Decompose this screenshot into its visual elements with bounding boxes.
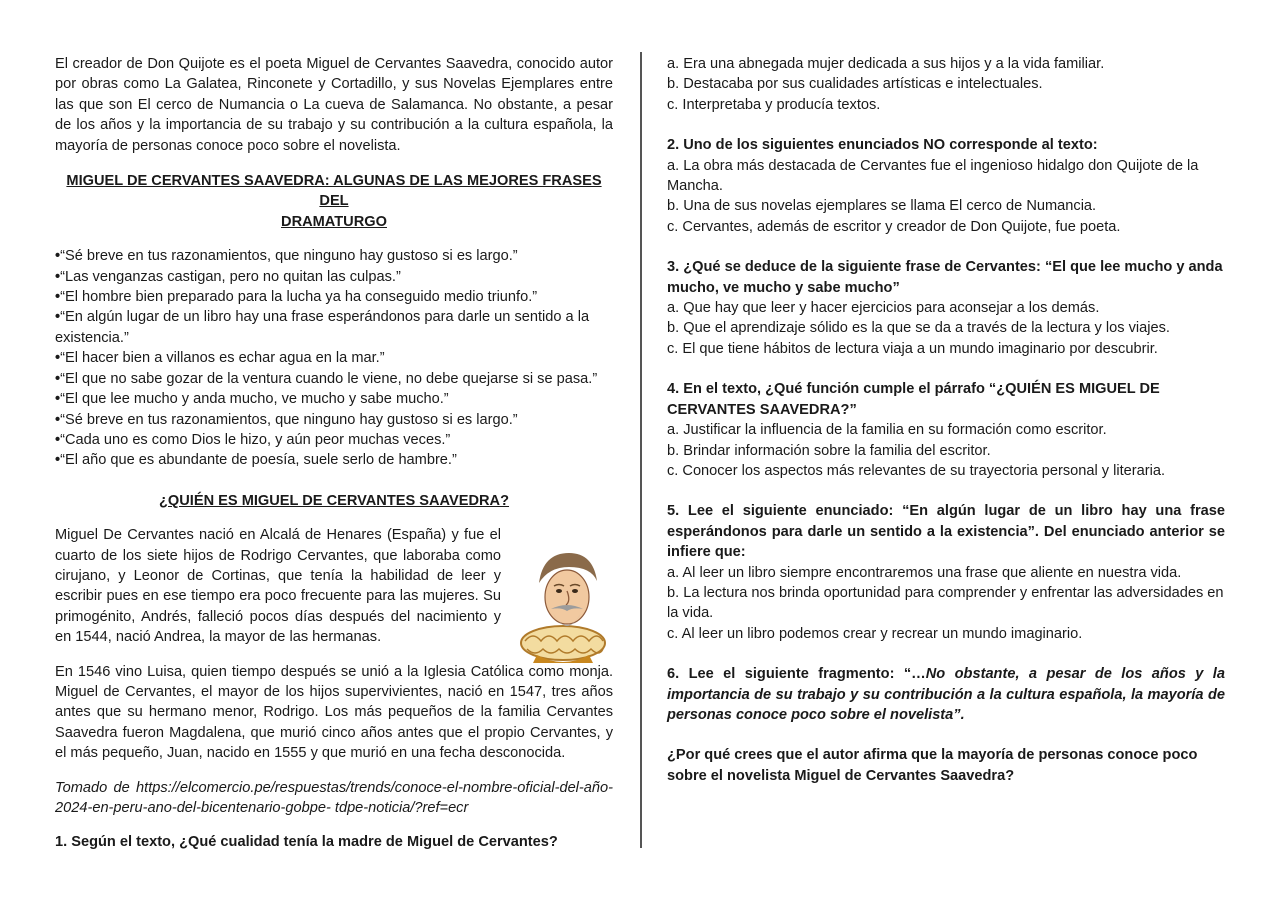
column-divider [640, 52, 642, 848]
option-3a: a. Que hay que leer y hacer ejercicios para aconsejar a los demás. [667, 300, 1100, 317]
option-1a: a. Era una abnegada mujer dedicada a sus hijos y a la vida familiar. [667, 56, 1105, 72]
bullet-icon: • [55, 391, 61, 408]
source-citation: Tomado de https://elcomercio.pe/respuestas/trends/conoce-el-nombre-oficial-del-año-2024-en-peru-ano-del-bicentenario-gobpe- tdpe-noticia/?ref=ecr [55, 779, 613, 816]
bio-paragraph-2: En 1546 vino Luisa, quien tiempo después se unió a la Iglesia Católica como monja. Miguel de Cervantes, el mayor de los hijos supervivientes, nació en 1547, tres años antes que su hermano menor, Rodrigo. Los más pequeños de la familia Cervantes Saavedra fueron Magdalena, que murió cinco años antes que el propio Cervantes, y el más pequeño, Juan, nacido en 1555 y que murió en una fecha desconocida. [55, 663, 613, 762]
question-2: 2. Uno de los siguientes enunciados NO corresponde al texto: [667, 137, 1098, 154]
question-3: 3. ¿Qué se deduce de la siguiente frase de Cervantes: “El que lee mucho y anda mucho, ve mucho y sabe mucho” [667, 259, 1223, 296]
bullet-icon: • [55, 289, 61, 306]
list-item: •“El hombre bien preparado para la lucha ya ha conseguido medio triunfo.” [55, 289, 538, 306]
question-5: 5. Lee el siguiente enunciado: “En algún lugar de un libro hay una frase esperándonos para darle un sentido a la existencia”. Del enunciado anterior se infiere que: [667, 503, 1225, 561]
option-2b: b. Una de sus novelas ejemplares se llama El cerco de Numancia. [667, 198, 1097, 215]
question-1: 1. Según el texto, ¿Qué cualidad tenía la madre de Miguel de Cervantes? [55, 834, 558, 851]
list-item: •“El que no sabe gozar de la ventura cuando le viene, no debe quejarse si se pasa.” [55, 370, 598, 387]
bullet-icon: • [55, 309, 61, 326]
cervantes-portrait-icon [517, 545, 613, 663]
quotes-heading-line2: DRAMATURGO [281, 213, 387, 230]
list-item: •“Sé breve en tus razonamientos, que ninguno hay gustoso si es largo.” [55, 411, 518, 428]
option-5b: b. La lectura nos brinda oportunidad para comprender y enfrentar las adversidades en la vida. [667, 584, 1224, 622]
list-item: •“El hacer bien a villanos es echar agua en la mar.” [55, 350, 385, 367]
bio-section [55, 525, 613, 647]
question-3-block [667, 257, 1225, 359]
question-1-options [667, 54, 1225, 115]
quotes-list [55, 246, 613, 470]
list-item: •“El que lee mucho y anda mucho, ve mucho y sabe mucho.” [55, 391, 449, 408]
list-item: •“El año que es abundante de poesía, suele serlo de hambre.” [55, 452, 457, 469]
question-6-quote: No obstante, a pesar de los años y la importancia de su trabajo y su contribución a la cultura española, la mayoría de personas conoce poco sobre el novelista”. [667, 666, 1225, 723]
question-4-block [667, 379, 1225, 481]
list-item: •“Las venganzas castigan, pero no quitan las culpas.” [55, 268, 401, 285]
bullet-icon: • [55, 350, 61, 367]
question-6 [667, 664, 1225, 725]
question-6-block [667, 664, 1225, 725]
bio-paragraph-1: Miguel De Cervantes nació en Alcalá de Henares (España) y fue el cuarto de los siete hijos de Rodrigo Cervantes, que laboraba como cirujano, y Leonor de Cortinas, que tenía la habilidad de leer y escribir pues en ese tiempo era poco frecuente para las mujeres. Su primogénito, Andrés, falleció pocos días después del nacimiento y en 1544, nació Andrea, la mayor de las hermanas. [55, 525, 613, 647]
bullet-icon: • [55, 431, 61, 448]
option-4c: c. Conocer los aspectos más relevantes de su trayectoria personal y literaria. [667, 462, 1166, 479]
bullet-icon: • [55, 411, 61, 428]
quotes-heading [55, 171, 613, 232]
list-item: •“En algún lugar de un libro hay una frase esperándonos para darle un sentido a la existencia.” [55, 309, 590, 346]
list-item: •“Sé breve en tus razonamientos, que ninguno hay gustoso si es largo.” [55, 248, 518, 265]
quotes-heading-line1: MIGUEL DE CERVANTES SAAVEDRA: ALGUNAS DE LAS MEJORES FRASES DEL [66, 173, 602, 210]
left-column [55, 54, 613, 853]
option-3c: c. El que tiene hábitos de lectura viaja a un mundo imaginario por descubrir. [667, 340, 1158, 357]
question-6-prompt: ¿Por qué crees que el autor afirma que la mayoría de personas conoce poco sobre el novelista Miguel de Cervantes Saavedra? [667, 747, 1198, 784]
option-2a: a. La obra más destacada de Cervantes fue el ingenioso hidalgo don Quijote de la Mancha. [667, 157, 1199, 195]
question-2-block [667, 135, 1225, 237]
option-5c: c. Al leer un libro podemos crear y recrear un mundo imaginario. [667, 625, 1083, 642]
option-5a: a. Al leer un libro siempre encontraremos una frase que aliente en nuestra vida. [667, 564, 1182, 581]
option-2c: c. Cervantes, además de escritor y creador de Don Quijote, fue poeta. [667, 218, 1121, 235]
option-1b: b. Destacaba por sus cualidades artísticas e intelectuales. [667, 76, 1043, 93]
option-4b: b. Brindar información sobre la familia del escritor. [667, 442, 991, 459]
option-3b: b. Que el aprendizaje sólido es la que se da a través de la lectura y los viajes. [667, 320, 1170, 337]
intro-paragraph: El creador de Don Quijote es el poeta Miguel de Cervantes Saavedra, conocido autor por obras como La Galatea, Rinconete y Cortadillo, y sus Novelas Ejemplares entre las que son El cerco de Numancia o La cueva de Salamanca. No obstante, a pesar de los años y la importancia de su trabajo y su contribución a la cultura española, la mayoría de personas conoce poco sobre el novelista. [55, 56, 613, 154]
question-4: 4. En el texto, ¿Qué función cumple el párrafo “¿QUIÉN ES MIGUEL DE CERVANTES SAAVEDRA?” [667, 381, 1160, 418]
question-5-block [667, 501, 1225, 644]
bullet-icon: • [55, 248, 61, 265]
bullet-icon: • [55, 452, 61, 469]
list-item: •“Cada uno es como Dios le hizo, y aún peor muchas veces.” [55, 431, 451, 448]
option-4a: a. Justificar la influencia de la familia en su formación como escritor. [667, 422, 1107, 439]
bullet-icon: • [55, 370, 61, 387]
question-6-lead: 6. Lee el siguiente fragmento: “… [667, 666, 926, 683]
bio-heading: ¿QUIÉN ES MIGUEL DE CERVANTES SAAVEDRA? [158, 492, 510, 509]
right-column [667, 54, 1225, 786]
option-1c: c. Interpretaba y producía textos. [667, 96, 881, 113]
bullet-icon: • [55, 268, 61, 285]
